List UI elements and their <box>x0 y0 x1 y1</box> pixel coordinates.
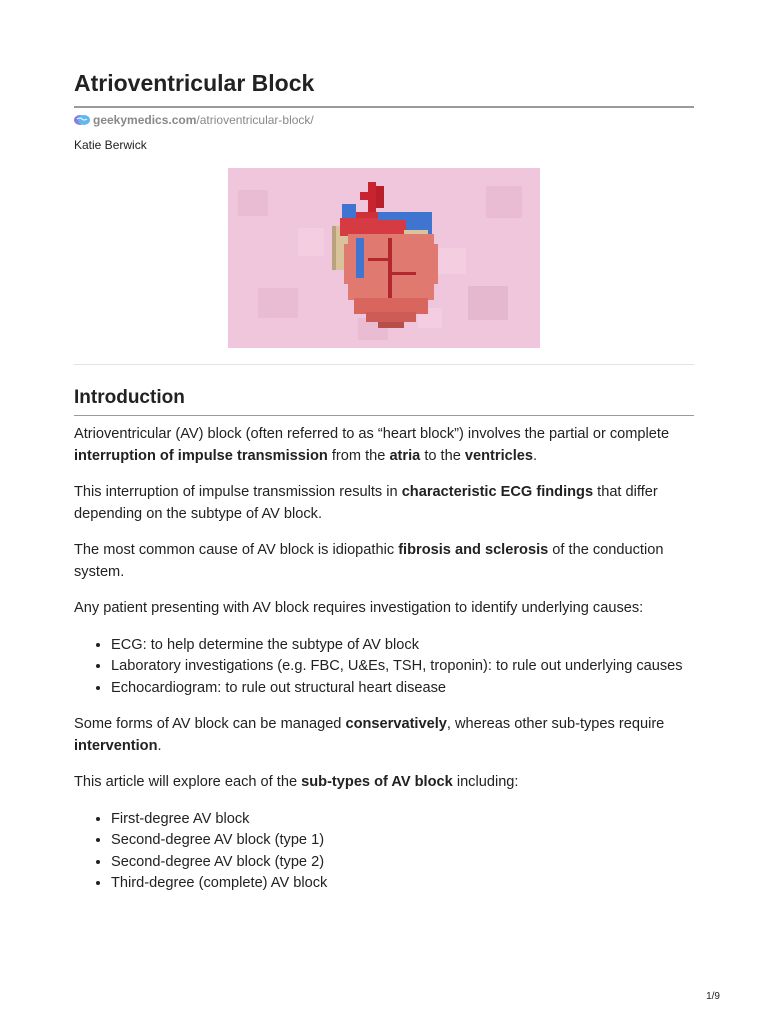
paragraph-text: from the <box>327 447 390 464</box>
list-item: • Second-degree AV block (type 1) <box>111 830 694 852</box>
paragraph-bold: atria <box>389 447 421 464</box>
paragraph-text: . <box>533 447 538 464</box>
pixel-heart-icon <box>228 168 540 348</box>
paragraph <box>74 772 694 794</box>
list-item: • Second-degree AV block (type 2) <box>111 852 694 874</box>
source-domain[interactable]: geekymedics.com <box>93 113 197 127</box>
list-item: • Laboratory investigations (e.g. FBC, U&Es, TSH, troponin): to rule out underlying causes <box>111 656 694 678</box>
paragraph-text: that differ depending on the subtype of AV block. <box>74 484 658 522</box>
paragraph-text: This article will explore each of the <box>74 774 302 790</box>
page-title: Atrioventricular Block <box>74 70 315 96</box>
paragraph-bold: sub-types of AV block <box>301 774 453 790</box>
author-name: Katie Berwick <box>74 138 147 152</box>
title-divider <box>74 106 694 108</box>
paragraph <box>74 714 694 757</box>
paragraph-bold: interruption of impulse transmission <box>74 447 328 464</box>
paragraph-text: This interruption of impulse transmission results in <box>74 484 402 500</box>
list-item: • ECG: to help determine the subtype of AV block <box>111 635 694 657</box>
source-link[interactable] <box>74 113 314 127</box>
paragraph <box>74 424 694 467</box>
section-heading: Introduction <box>74 387 185 408</box>
paragraph <box>74 540 694 583</box>
paragraph-bold: intervention <box>74 737 158 754</box>
paragraph-text: of the conduction system. <box>74 542 664 580</box>
paragraph-text: including: <box>452 774 519 790</box>
article-body <box>74 424 694 910</box>
page-number: 1/9 <box>706 991 720 1002</box>
paragraph-text: to the <box>420 447 465 464</box>
paragraph-bold: fibrosis and sclerosis <box>398 542 549 558</box>
paragraph-text: Some forms of AV block can be managed <box>74 716 346 732</box>
paragraph-text: . <box>157 737 162 754</box>
investigations-list <box>74 635 694 700</box>
paragraph-text: The most common cause of AV block is idiopathic <box>74 542 399 558</box>
paragraph: Any patient presenting with AV block requires investigation to identify underlying causes: <box>74 600 644 616</box>
section-divider <box>74 364 694 365</box>
list-item: • First-degree AV block <box>111 809 694 831</box>
paragraph <box>74 482 694 525</box>
subtypes-list <box>74 809 694 895</box>
brain-logo-icon <box>74 114 90 126</box>
paragraph-text: Atrioventricular (AV) block (often referred to as “heart block”) involves the partial or complete <box>74 426 670 442</box>
heading-divider <box>74 415 694 416</box>
list-item: • Echocardiogram: to rule out structural heart disease <box>111 678 694 700</box>
paragraph-bold: conservatively <box>345 716 447 732</box>
paragraph-bold: ventricles <box>464 447 534 464</box>
paragraph-text: , whereas other sub-types require <box>446 716 665 732</box>
source-path[interactable]: /atrioventricular-block/ <box>196 113 314 127</box>
list-item: • Third-degree (complete) AV block <box>111 873 694 895</box>
paragraph-bold: characteristic ECG findings <box>401 484 594 500</box>
